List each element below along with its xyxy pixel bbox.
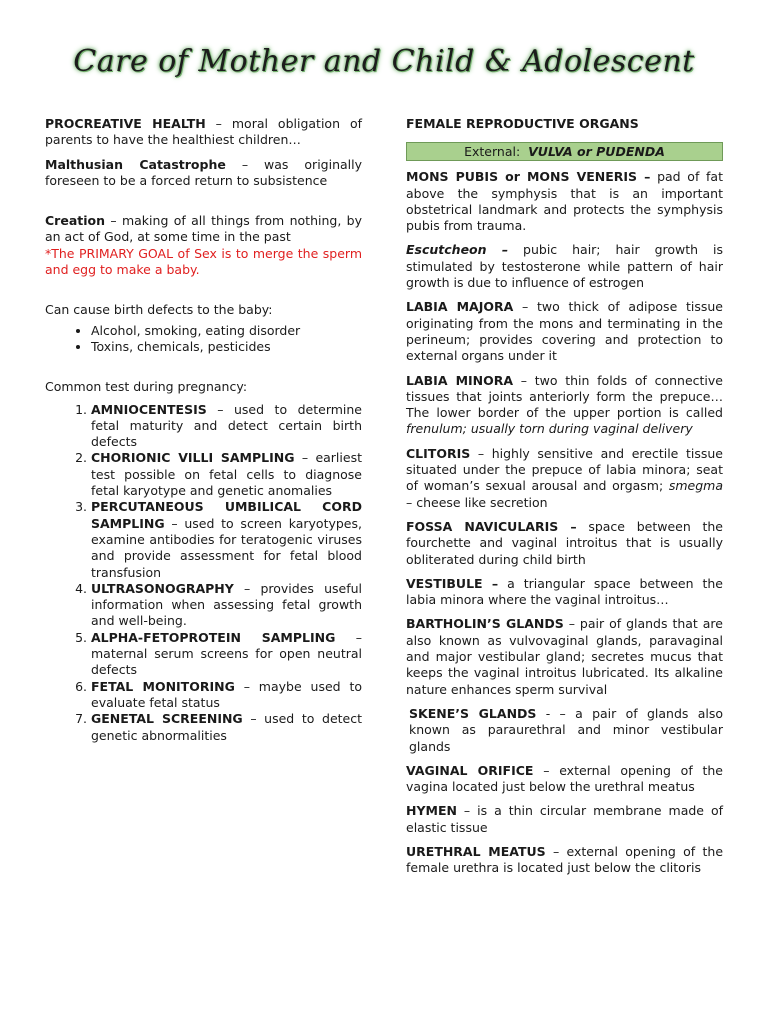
bartholins-glands-entry [406, 616, 723, 697]
left-column [45, 116, 362, 744]
list-item [91, 711, 362, 744]
definition-italic: frenulum; usually torn during vaginal delivery [406, 421, 693, 437]
procreative-health-entry [45, 116, 362, 149]
definition: – pair of glands that are also known as vulvovaginal glands, paravaginal and major vestibular gland; secretes mucus that keeps the vaginal introitus lubricated. Its alkaline nature enhances sperm survival [406, 616, 723, 697]
definition: – used to detect genetic abnormalities [91, 711, 362, 743]
term: HYMEN [406, 803, 457, 819]
term: PERCUTANEOUS UMBILICAL CORD SAMPLING [91, 499, 362, 531]
term: FOSSA NAVICULARIS – [406, 518, 577, 534]
term: CHORIONIC VILLI SAMPLING [91, 450, 295, 466]
definition-italic: smegma [668, 478, 723, 494]
term: MONS PUBIS or MONS VENERIS – [406, 169, 651, 185]
labia-majora-entry [406, 299, 723, 364]
external-label: External: [464, 144, 521, 160]
escutcheon-entry [406, 242, 723, 291]
definition: pubic hair; hair growth is stimulated by testosterone while pattern of hair growth is due to influence of estrogen [406, 242, 723, 291]
definition: – provides useful information when assessing fetal growth and well-being. [91, 580, 362, 629]
term: PROCREATIVE HEALTH [45, 116, 206, 131]
definition: - – a pair of glands also known as paraurethral and minor vestibular glands [409, 705, 724, 754]
spacer [45, 197, 362, 213]
fossa-navicularis-entry [406, 519, 723, 568]
malthusian-entry [45, 157, 362, 190]
creation-entry [45, 213, 362, 246]
term: URETHRAL MEATUS [406, 843, 546, 859]
definition: – moral obligation of parents to have the healthiest children… [45, 116, 362, 148]
page-title: Care of Mother and Child & Adolescent [73, 44, 695, 79]
birth-defects-intro: Can cause birth defects to the baby: [45, 302, 273, 318]
term: LABIA MINORA [406, 372, 514, 388]
section-heading: FEMALE REPRODUCTIVE ORGANS [406, 116, 639, 131]
term: Malthusian Catastrophe [45, 156, 226, 172]
definition: – earliest test possible on fetal cells to diagnose fetal karyotype and genetic anomalies [91, 450, 362, 499]
definition: – maybe used to evaluate fetal status [91, 678, 362, 710]
list-item [91, 581, 362, 630]
list-item [91, 499, 362, 580]
term: VESTIBULE – [406, 575, 499, 591]
list-item [91, 402, 362, 451]
definition: – is a thin circular membrane made of elastic tissue [406, 803, 723, 835]
term: FETAL MONITORING [91, 678, 235, 694]
definition: – two thick of adipose tissue originating from the mons and terminating in the perineum; provides covering and protection to external organs under it [406, 299, 723, 364]
definition: – two thin folds of connective tissues that joints anteriorly form the prepuce… The lower border of the upper portion is called [406, 372, 723, 421]
definition: – external opening of the female urethra is located just below the clitoris [406, 843, 724, 876]
urethral-meatus-entry [406, 844, 723, 877]
term: CLITORIS [406, 445, 471, 461]
right-column [406, 116, 723, 885]
definition: – used to determine fetal maturity and detect certain birth defects [91, 401, 362, 450]
list-item [91, 450, 362, 499]
primary-goal-note: *The PRIMARY GOAL of Sex is to merge the sperm and egg to make a baby. [45, 245, 362, 278]
term: GENETAL SCREENING [91, 711, 243, 727]
definition: a triangular space between the labia minora where the vaginal introitus… [406, 575, 723, 608]
term: AMNIOCENTESIS [91, 401, 207, 417]
list-item [91, 679, 362, 712]
spacer [45, 363, 362, 379]
mons-pubis-entry [406, 169, 723, 234]
spacer [45, 286, 362, 302]
term: Creation [45, 213, 105, 229]
definition: – was originally foreseen to be a forced return to subsistence [45, 156, 362, 188]
labia-minora-entry [406, 373, 723, 438]
definition: – maternal serum screens for open neutral defects [91, 629, 362, 678]
term: Escutcheon – [406, 242, 509, 258]
term: ULTRASONOGRAPHY [91, 580, 234, 596]
pregnancy-tests-list [45, 402, 362, 744]
term: SKENE’S GLANDS [409, 705, 537, 721]
hymen-entry [406, 803, 723, 836]
vaginal-orifice-entry [406, 763, 723, 796]
definition: – making of all things from nothing, by an act of God, at some time in the past [45, 213, 362, 245]
vestibule-entry [406, 576, 723, 609]
definition: – cheese like secretion [406, 494, 548, 510]
term: BARTHOLIN’S GLANDS [406, 616, 564, 632]
definition: – used to screen karyotypes, examine antibodies for teratogenic viruses and provide assessment for fetal blood transfusion [91, 515, 362, 580]
external-vulva-banner [406, 142, 723, 161]
list-item: • Alcohol, smoking, eating disorder [91, 323, 362, 339]
skenes-glands-entry [406, 706, 723, 755]
definition: pad of fat above the symphysis that is an important obstetrical landmark and protects the symphysis pubis from trauma. [406, 169, 723, 234]
list-item: • Toxins, chemicals, pesticides [91, 339, 362, 355]
term: LABIA MAJORA [406, 299, 514, 315]
list-item [91, 630, 362, 679]
definition: space between the fourchette and vaginal introitus that is usually obliterated during child birth [406, 518, 723, 567]
term: ALPHA-FETOPROTEIN SAMPLING [91, 629, 336, 645]
external-value: VULVA or PUDENDA [528, 144, 665, 160]
definition: – external opening of the vagina located just below the urethral meatus [406, 762, 723, 795]
tests-intro: Common test during pregnancy: [45, 379, 248, 395]
term: VAGINAL ORIFICE [406, 762, 534, 778]
birth-defects-list [45, 323, 362, 356]
clitoris-entry [406, 446, 723, 511]
definition: – highly sensitive and erectile tissue situated under the prepuce of labia minora; seat of woman’s sexual arousal and orgasm; [406, 445, 723, 494]
